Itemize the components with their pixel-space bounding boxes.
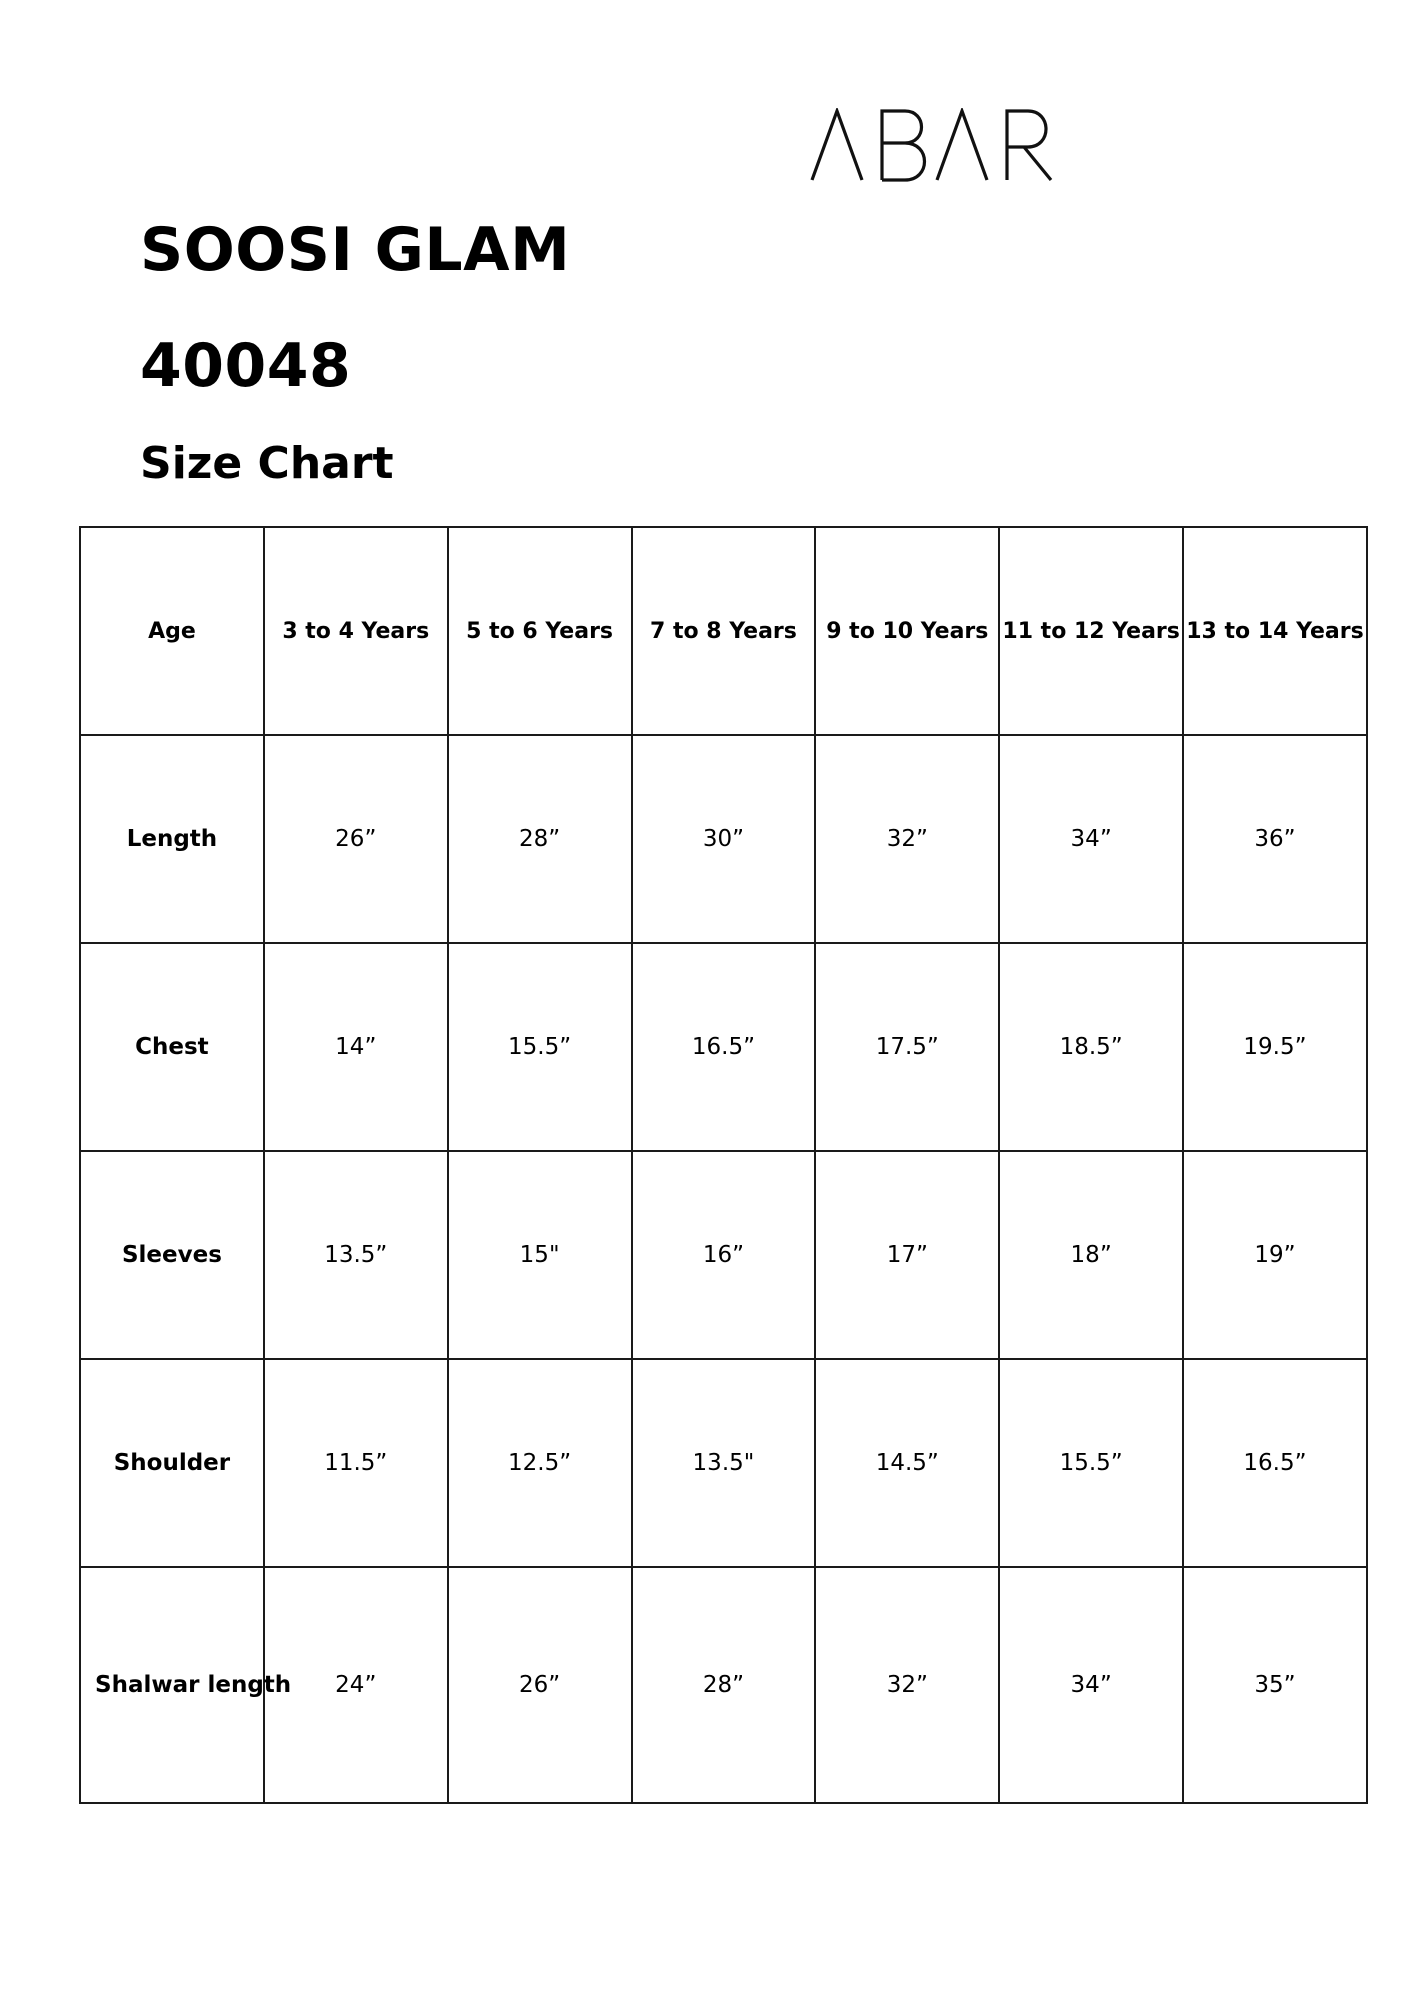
size-chart-heading: Size Chart [140,438,394,489]
column-header: 9 to 10 Years [815,527,999,735]
size-chart-table [79,526,1368,1804]
table-cell: 26” [448,1567,632,1803]
table-cell: 26” [264,735,448,943]
abar-logo [810,108,1055,182]
table-cell: 15.5” [999,1359,1183,1567]
table-cell: 15.5” [448,943,632,1151]
table-cell: 32” [815,735,999,943]
row-label: Chest [80,943,264,1151]
product-name: SOOSI GLAM [140,215,571,285]
row-label: Length [80,735,264,943]
row-label: Shoulder [80,1359,264,1567]
column-header: 5 to 6 Years [448,527,632,735]
table-cell: 16” [632,1151,816,1359]
column-header: 11 to 12 Years [999,527,1183,735]
table-cell: 34” [999,735,1183,943]
table-cell: 35” [1183,1567,1367,1803]
table-cell: 18.5” [999,943,1183,1151]
table-cell: 36” [1183,735,1367,943]
table-cell: 19.5” [1183,943,1367,1151]
table-cell: 32” [815,1567,999,1803]
table-cell: 17.5” [815,943,999,1151]
table-cell: 19” [1183,1151,1367,1359]
column-header: 3 to 4 Years [264,527,448,735]
table-row-shalwar-length [80,1567,1367,1803]
table-cell: 14.5” [815,1359,999,1567]
table-cell: 28” [448,735,632,943]
table-cell: 24” [264,1567,448,1803]
table-row-length [80,735,1367,943]
table-cell: 16.5” [632,943,816,1151]
age-header: Age [80,527,264,735]
table-cell: 14” [264,943,448,1151]
table-row-sleeves [80,1151,1367,1359]
table-cell: 17” [815,1151,999,1359]
table-row-shoulder [80,1359,1367,1567]
table-cell: 11.5” [264,1359,448,1567]
table-cell: 18” [999,1151,1183,1359]
table-cell: 12.5” [448,1359,632,1567]
header-row [80,527,1367,735]
table-cell: 28” [632,1567,816,1803]
table-cell: 13.5” [264,1151,448,1359]
column-header: 7 to 8 Years [632,527,816,735]
table-cell: 34” [999,1567,1183,1803]
table-row-chest [80,943,1367,1151]
row-label: Sleeves [80,1151,264,1359]
table-cell: 16.5” [1183,1359,1367,1567]
row-label: Shalwar length [80,1567,264,1803]
table-cell: 15" [448,1151,632,1359]
table-cell: 30” [632,735,816,943]
table-cell: 13.5" [632,1359,816,1567]
column-header: 13 to 14 Years [1183,527,1367,735]
product-code: 40048 [140,331,352,401]
